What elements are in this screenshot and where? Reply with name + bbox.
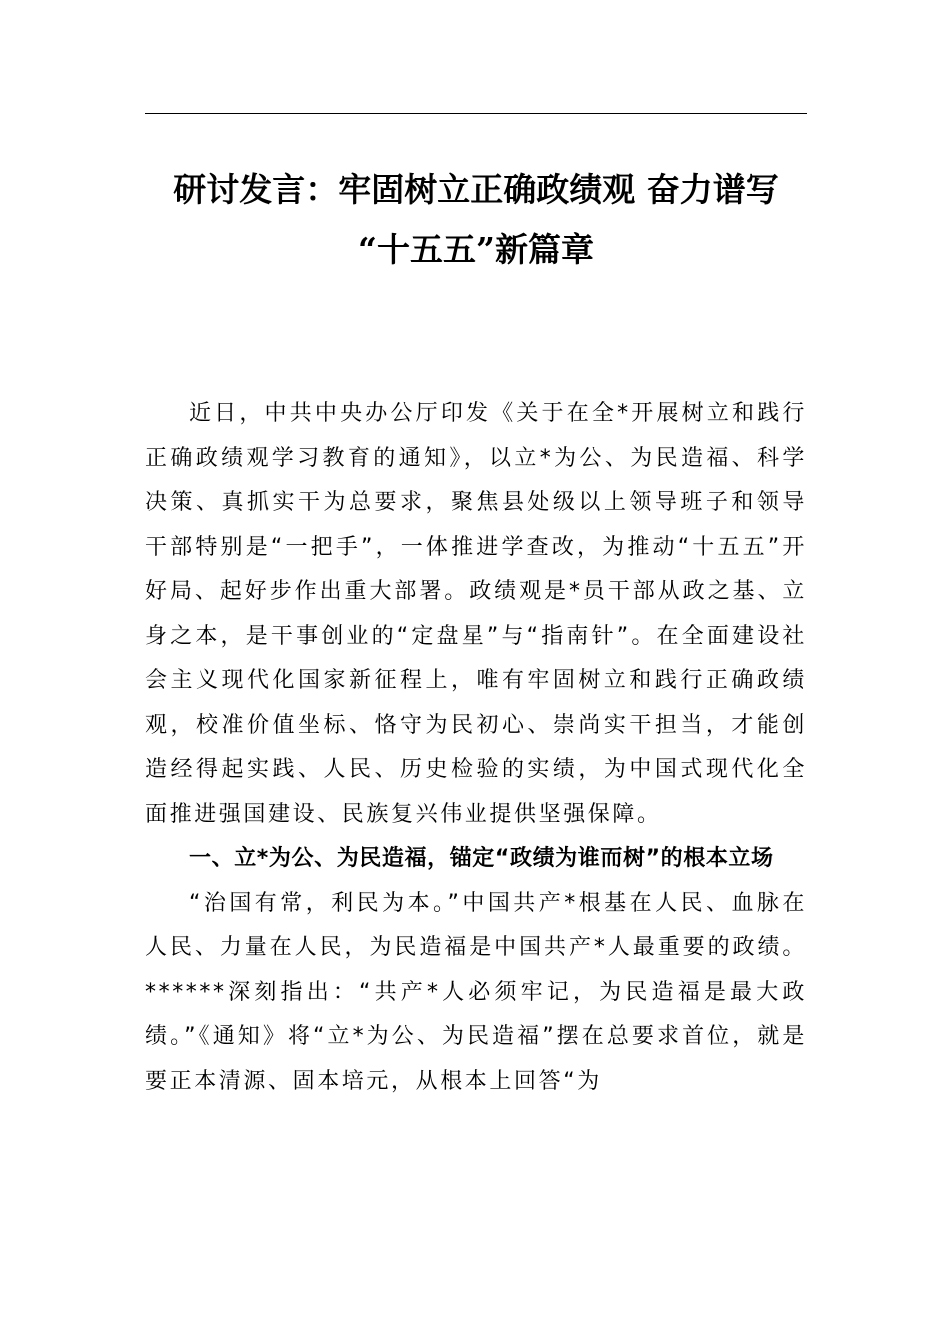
section-1-paragraph: “治国有常，利民为本。”中国共产*根基在人民、血脉在人民、力量在人民，为民造福是中国共产*人最重要的政绩。******深刻指出：“共产*人必须牢记，为民造福是最大政绩。”《通知》将“立*为公、为民造福”摆在总要求首位，就是要正本清源、固本培元，从根本上回答“为	[145, 890, 807, 1094]
section-heading-1: 一、立*为公、为民造福，锚定“政绩为谁而树”的根本立场	[189, 846, 774, 871]
document-title	[145, 160, 807, 280]
document-body	[145, 392, 807, 1104]
title-line-1: 研讨发言：牢固树立正确政绩观 奋力谱写	[173, 170, 779, 209]
top-rule	[145, 113, 807, 114]
intro-paragraph: 近日，中共中央办公厅印发《关于在全*开展树立和践行正确政绩观学习教育的通知》，以立*为公、为民造福、科学决策、真抓实干为总要求，聚焦县处级以上领导班子和领导干部特别是“一把手”，一体推进学查改，为推动“十五五”开好局、起好步作出重大部署。政绩观是*员干部从政之基、立身之本，是干事创业的“定盘星”与“指南针”。在全面建设社会主义现代化国家新征程上，唯有牢固树立和践行正确政绩观，校准价值坐标、恪守为民初心、崇尚实干担当，才能创造经得起实践、人民、历史检验的实绩，为中国式现代化全面推进强国建设、民族复兴伟业提供坚强保障。	[145, 401, 807, 827]
title-line-2: “十五五”新篇章	[358, 230, 594, 269]
